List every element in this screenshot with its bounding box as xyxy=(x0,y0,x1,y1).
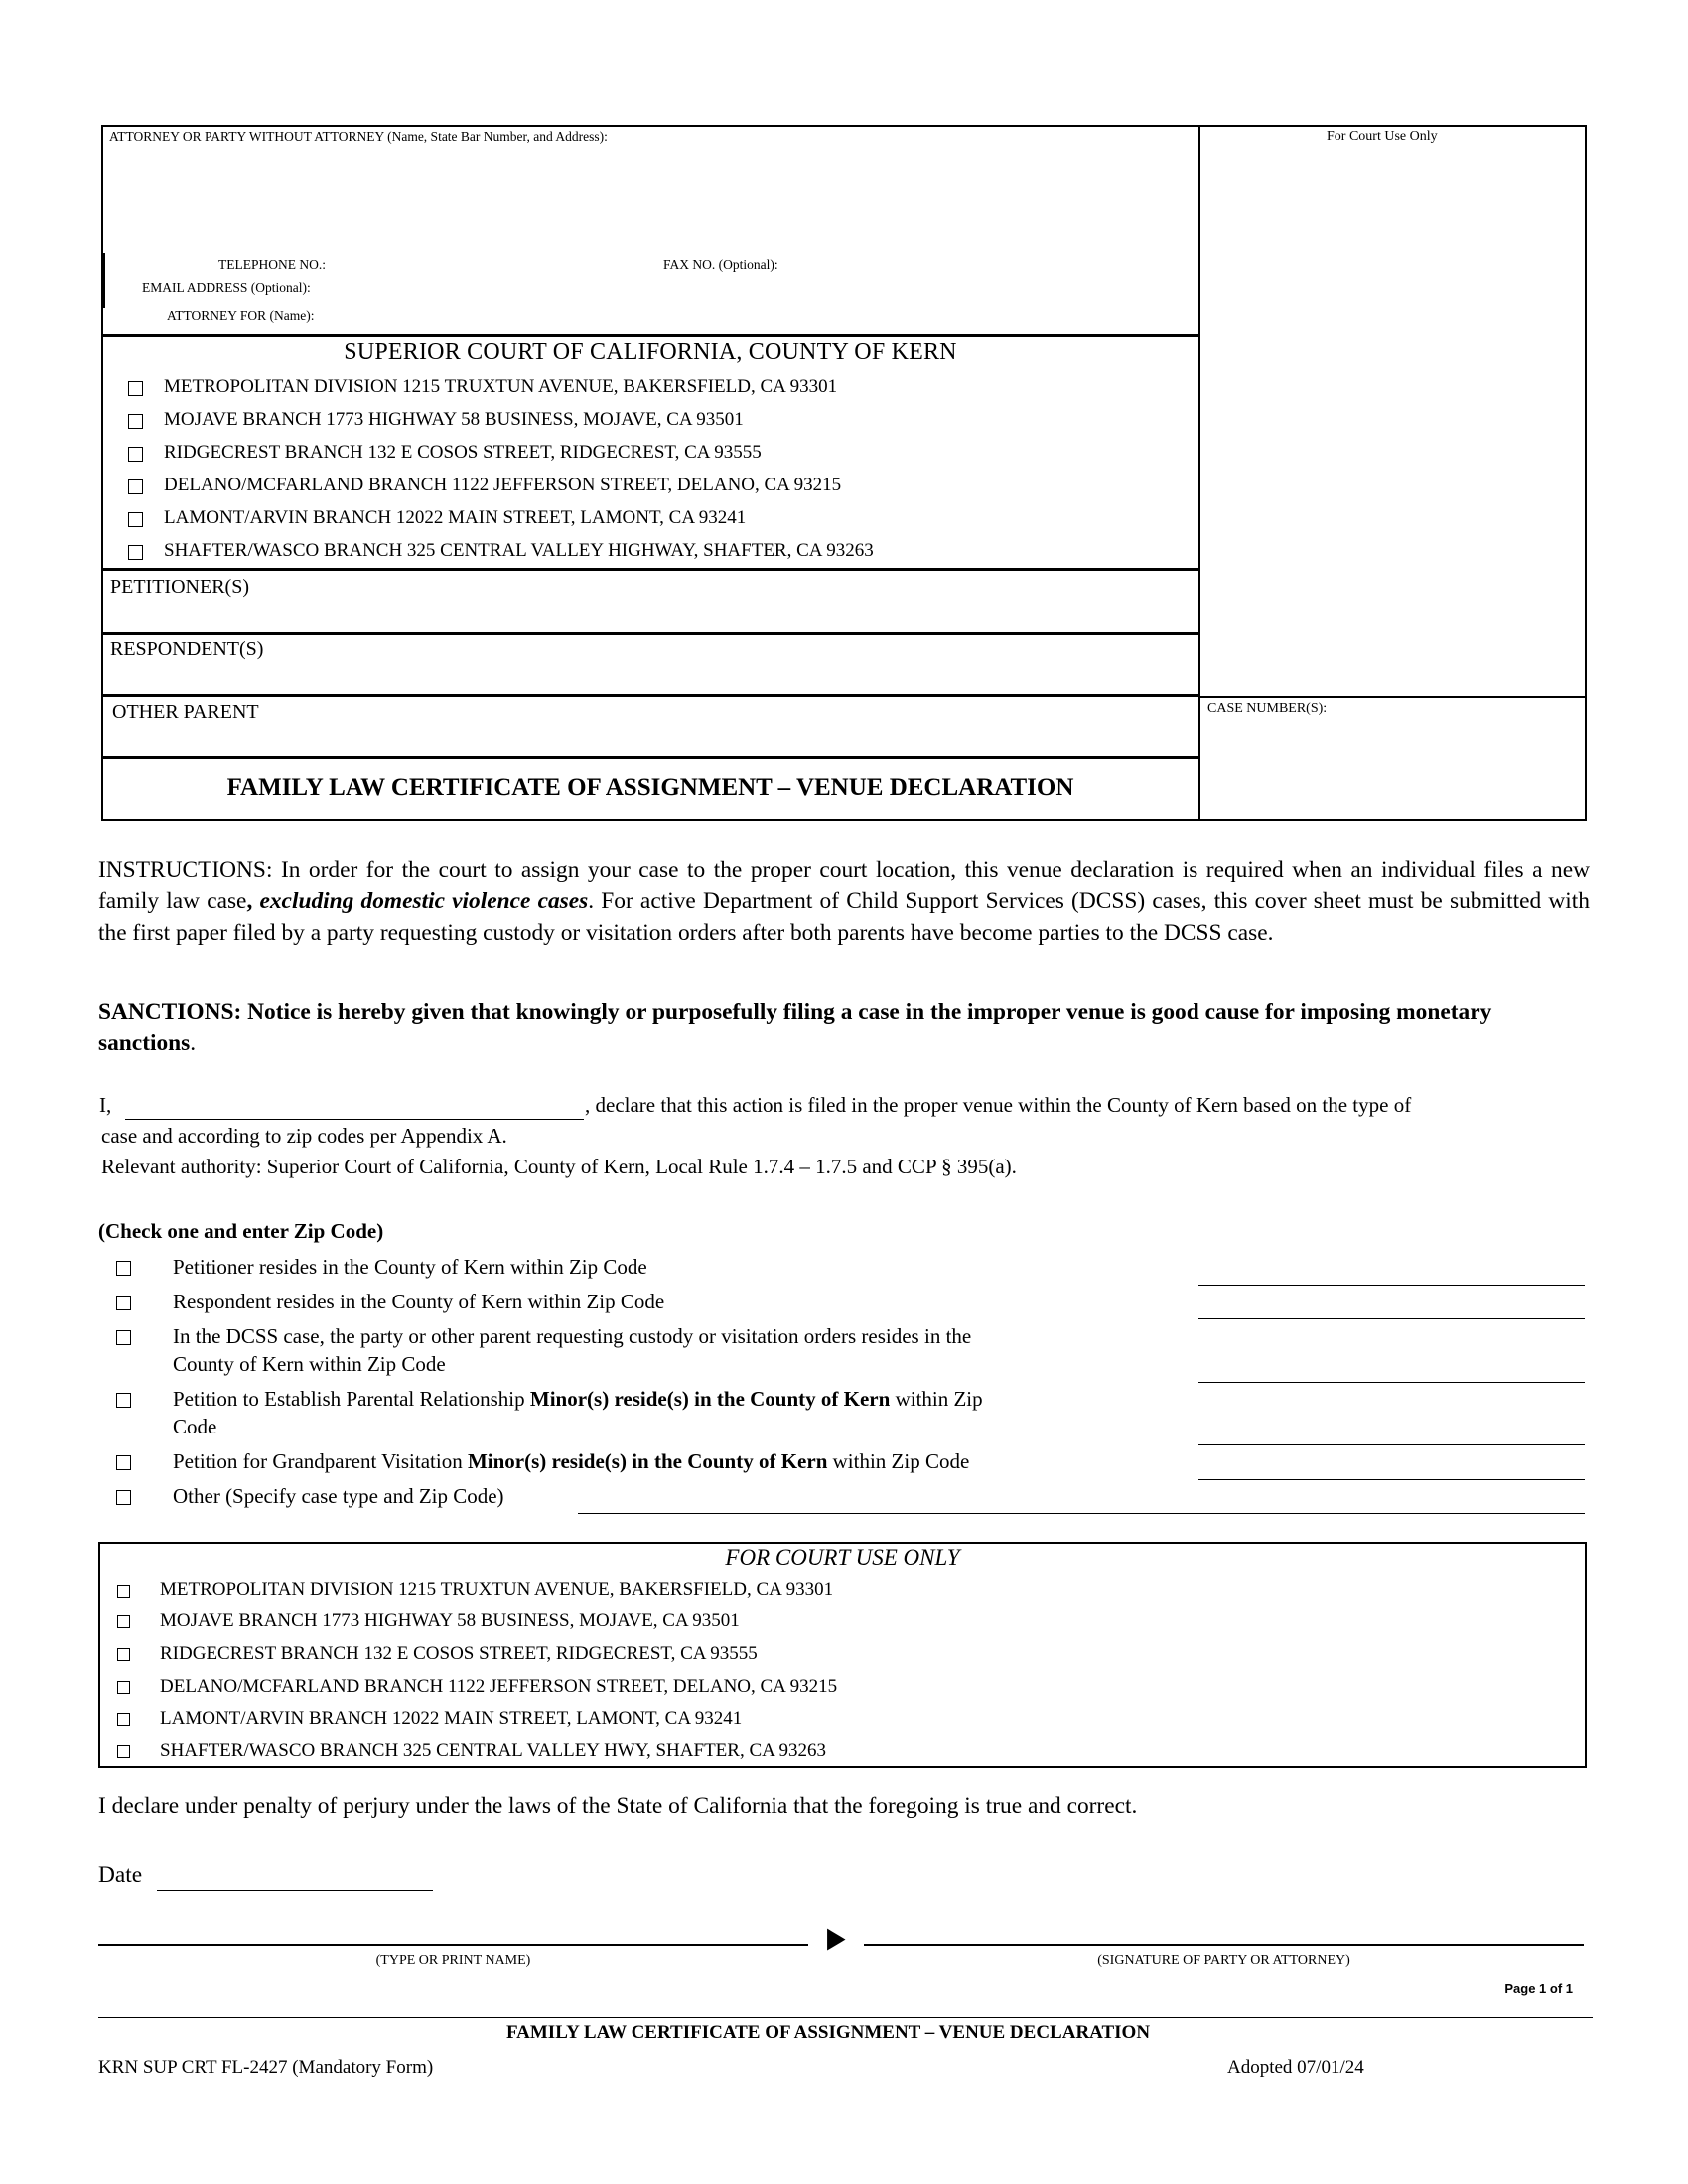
declaration-i: I, xyxy=(99,1093,112,1117)
check-heading: (Check one and enter Zip Code) xyxy=(98,1219,384,1243)
option-grandparent-zip-input[interactable] xyxy=(1201,1451,1587,1479)
petitioner-label: PETITIONER(S) xyxy=(110,576,249,598)
left-bar xyxy=(103,253,105,308)
option-dcss-zip-line xyxy=(1198,1382,1585,1383)
divider-other-parent xyxy=(101,756,1199,759)
other-parent-label: OTHER PARENT xyxy=(112,701,259,723)
court-use-label-delano: DELANO/MCFARLAND BRANCH 1122 JEFFERSON STREET, DELANO, CA 93215 xyxy=(160,1676,838,1697)
court-use-label-mojave: MOJAVE BRANCH 1773 HIGHWAY 58 BUSINESS, MOJAVE, CA 93501 xyxy=(160,1610,740,1631)
date-input[interactable] xyxy=(159,1862,435,1890)
instructions-text-2: . For active Department of Child Support Services (DCSS) cases, this cover sheet must be submitted with the first paper filed by a party requesting custody or visitation orders after both parents have become parties to the DCSS case. xyxy=(98,888,1590,946)
option-grandparent-bold: Minor(s) reside(s) in the County of Kern xyxy=(467,1449,828,1473)
declaration-text-2: case and according to zip codes per Appendix A. xyxy=(101,1124,507,1148)
respondent-label: RESPONDENT(S) xyxy=(110,638,264,660)
court-use-checkbox-lamont[interactable] xyxy=(117,1713,130,1726)
court-use-title: FOR COURT USE ONLY xyxy=(725,1545,960,1570)
divider-petitioner xyxy=(101,632,1199,635)
court-use-checkbox-shafter[interactable] xyxy=(117,1745,130,1758)
telephone-label: TELEPHONE NO.: xyxy=(218,257,326,272)
case-number-label: CASE NUMBER(S): xyxy=(1207,701,1328,716)
court-use-checkbox-mojave[interactable] xyxy=(117,1615,130,1628)
signature-input[interactable] xyxy=(866,1914,1585,1944)
branch-label-shafter: SHAFTER/WASCO BRANCH 325 CENTRAL VALLEY HIGHWAY, SHAFTER, CA 93263 xyxy=(164,540,874,561)
divider-court xyxy=(101,568,1199,571)
branch-label-delano: DELANO/MCFARLAND BRANCH 1122 JEFFERSON STREET, DELANO, CA 93215 xyxy=(164,475,842,495)
instructions-emphasis: excluding domestic violence cases xyxy=(259,888,589,914)
branch-checkbox-delano[interactable] xyxy=(128,479,143,494)
signature-caption: (SIGNATURE OF PARTY OR ATTORNEY) xyxy=(1097,1953,1350,1968)
option-other-line xyxy=(578,1513,1585,1514)
print-name-input[interactable] xyxy=(101,1914,810,1944)
option-respondent-zip-input[interactable] xyxy=(1201,1291,1587,1318)
instructions-text-1: INSTRUCTIONS: In order for the court to assign your case to the proper court location, this venue declaration is required when an individual files a new family law case xyxy=(98,857,1590,914)
option-dcss-checkbox[interactable] xyxy=(116,1330,131,1345)
option-dcss-zip-input[interactable] xyxy=(1201,1354,1587,1382)
page-number: Page 1 of 1 xyxy=(1504,1981,1573,1996)
date-label: Date xyxy=(98,1862,143,1888)
instructions-comma: , xyxy=(246,888,260,914)
option-parental-zip-line xyxy=(1198,1444,1585,1445)
branch-label-lamont: LAMONT/ARVIN BRANCH 12022 MAIN STREET, LAMONT, CA 93241 xyxy=(164,507,747,528)
email-label: EMAIL ADDRESS (Optional): xyxy=(142,280,311,295)
divider-case-number xyxy=(1198,696,1587,698)
signature-arrow-icon: ► xyxy=(827,1911,846,1962)
court-use-label-ridgecrest: RIDGECREST BRANCH 132 E COSOS STREET, RIDGECREST, CA 93555 xyxy=(160,1643,758,1664)
court-use-label-lamont: LAMONT/ARVIN BRANCH 12022 MAIN STREET, LAMONT, CA 93241 xyxy=(160,1708,743,1729)
footer-rule xyxy=(98,2017,1593,2018)
branch-checkbox-mojave[interactable] xyxy=(128,414,143,429)
declaration-text-1: , declare that this action is filed in the proper venue within the County of Kern based on the type of xyxy=(585,1093,1412,1117)
court-use-checkbox-delano[interactable] xyxy=(117,1681,130,1694)
attorney-input[interactable] xyxy=(111,151,1188,252)
option-parental-pre: Petition to Establish Parental Relationship xyxy=(173,1387,530,1411)
option-parental-zip-input[interactable] xyxy=(1201,1417,1587,1444)
option-grandparent-pre: Petition for Grandparent Visitation xyxy=(173,1449,468,1473)
option-petitioner-zip-input[interactable] xyxy=(1201,1257,1587,1285)
footer-title: FAMILY LAW CERTIFICATE OF ASSIGNMENT – VENUE DECLARATION xyxy=(505,2022,1151,2043)
case-number-input[interactable] xyxy=(1207,725,1579,816)
perjury-statement: I declare under penalty of perjury under the laws of the State of California that the foregoing is true and correct. xyxy=(98,1793,1138,1819)
court-use-label-metropolitan: METROPOLITAN DIVISION 1215 TRUXTUN AVENUE, BAKERSFIELD, CA 93301 xyxy=(160,1579,834,1600)
option-parental-bold: Minor(s) reside(s) in the County of Kern xyxy=(529,1387,891,1411)
court-use-checkbox-metropolitan[interactable] xyxy=(117,1585,130,1598)
option-other-label: Other (Specify case type and Zip Code) xyxy=(173,1484,504,1508)
footer-adopted: Adopted 07/01/24 xyxy=(1227,2057,1364,2078)
branch-label-mojave: MOJAVE BRANCH 1773 HIGHWAY 58 BUSINESS, MOJAVE, CA 93501 xyxy=(164,409,744,430)
option-grandparent-post: within Zip Code xyxy=(827,1449,970,1473)
option-other-input[interactable] xyxy=(581,1485,1586,1513)
attorney-label: ATTORNEY OR PARTY WITHOUT ATTORNEY (Name, State Bar Number, and Address): xyxy=(109,129,608,144)
relevant-authority: Relevant authority: Superior Court of California, County of Kern, Local Rule 1.7.4 – 1.7.5 and CCP § 395(a). xyxy=(101,1155,1017,1178)
option-grandparent-zip-line xyxy=(1198,1479,1585,1480)
sanctions-period: . xyxy=(190,1030,197,1056)
branch-checkbox-lamont[interactable] xyxy=(128,512,143,527)
court-use-label-shafter: SHAFTER/WASCO BRANCH 325 CENTRAL VALLEY HWY, SHAFTER, CA 93263 xyxy=(160,1740,827,1761)
date-line xyxy=(157,1890,433,1891)
instructions-paragraph xyxy=(98,854,1590,949)
sanctions-text: SANCTIONS: Notice is hereby given that knowingly or purposefully filing a case in the improper venue is good cause for imposing monetary sanctions xyxy=(98,999,1492,1056)
petitioner-input[interactable] xyxy=(111,602,1188,631)
signature-line xyxy=(864,1944,1584,1946)
fax-label: FAX NO. (Optional): xyxy=(663,257,778,272)
divider-respondent xyxy=(101,694,1199,697)
other-parent-input[interactable] xyxy=(111,726,1188,755)
sanctions-paragraph xyxy=(98,996,1590,1059)
option-petitioner-checkbox[interactable] xyxy=(116,1261,131,1276)
print-name-caption: (TYPE OR PRINT NAME) xyxy=(375,1953,531,1968)
branch-checkbox-shafter[interactable] xyxy=(128,545,143,560)
option-parental-label-1 xyxy=(173,1387,983,1412)
attorney-for-label: ATTORNEY FOR (Name): xyxy=(167,308,315,323)
footer-form-id: KRN SUP CRT FL-2427 (Mandatory Form) xyxy=(98,2057,434,2078)
print-name-line xyxy=(98,1944,808,1946)
caption-vertical-divider xyxy=(1198,125,1200,821)
court-title: SUPERIOR COURT OF CALIFORNIA, COUNTY OF KERN xyxy=(344,340,957,365)
court-use-checkbox-ridgecrest[interactable] xyxy=(117,1648,130,1661)
option-grandparent-checkbox[interactable] xyxy=(116,1455,131,1470)
respondent-input[interactable] xyxy=(111,663,1188,693)
option-respondent-label: Respondent resides in the County of Kern within Zip Code xyxy=(173,1290,665,1313)
option-grandparent-label xyxy=(173,1449,969,1474)
option-parental-post: within Zip xyxy=(890,1387,983,1411)
option-parental-label-2: Code xyxy=(173,1415,217,1438)
branch-checkbox-ridgecrest[interactable] xyxy=(128,447,143,462)
branch-label-ridgecrest: RIDGECREST BRANCH 132 E COSOS STREET, RIDGECREST, CA 93555 xyxy=(164,442,762,463)
option-petitioner-label: Petitioner resides in the County of Kern within Zip Code xyxy=(173,1255,647,1279)
branch-label-metropolitan: METROPOLITAN DIVISION 1215 TRUXTUN AVENUE, BAKERSFIELD, CA 93301 xyxy=(164,376,838,397)
court-use-only-label: For Court Use Only xyxy=(1327,129,1438,144)
option-other-checkbox[interactable] xyxy=(116,1490,131,1505)
option-respondent-checkbox[interactable] xyxy=(116,1296,131,1310)
branch-checkbox-metropolitan[interactable] xyxy=(128,381,143,396)
option-dcss-label-1: In the DCSS case, the party or other parent requesting custody or visitation orders resides in the xyxy=(173,1324,972,1348)
option-petitioner-zip-line xyxy=(1198,1285,1585,1286)
form-title: FAMILY LAW CERTIFICATE OF ASSIGNMENT – VENUE DECLARATION xyxy=(226,774,1074,801)
option-parental-checkbox[interactable] xyxy=(116,1393,131,1408)
divider-attorney xyxy=(101,334,1199,337)
declarant-name-input[interactable] xyxy=(127,1092,586,1120)
option-dcss-label-2: County of Kern within Zip Code xyxy=(173,1352,446,1376)
option-respondent-zip-line xyxy=(1198,1318,1585,1319)
